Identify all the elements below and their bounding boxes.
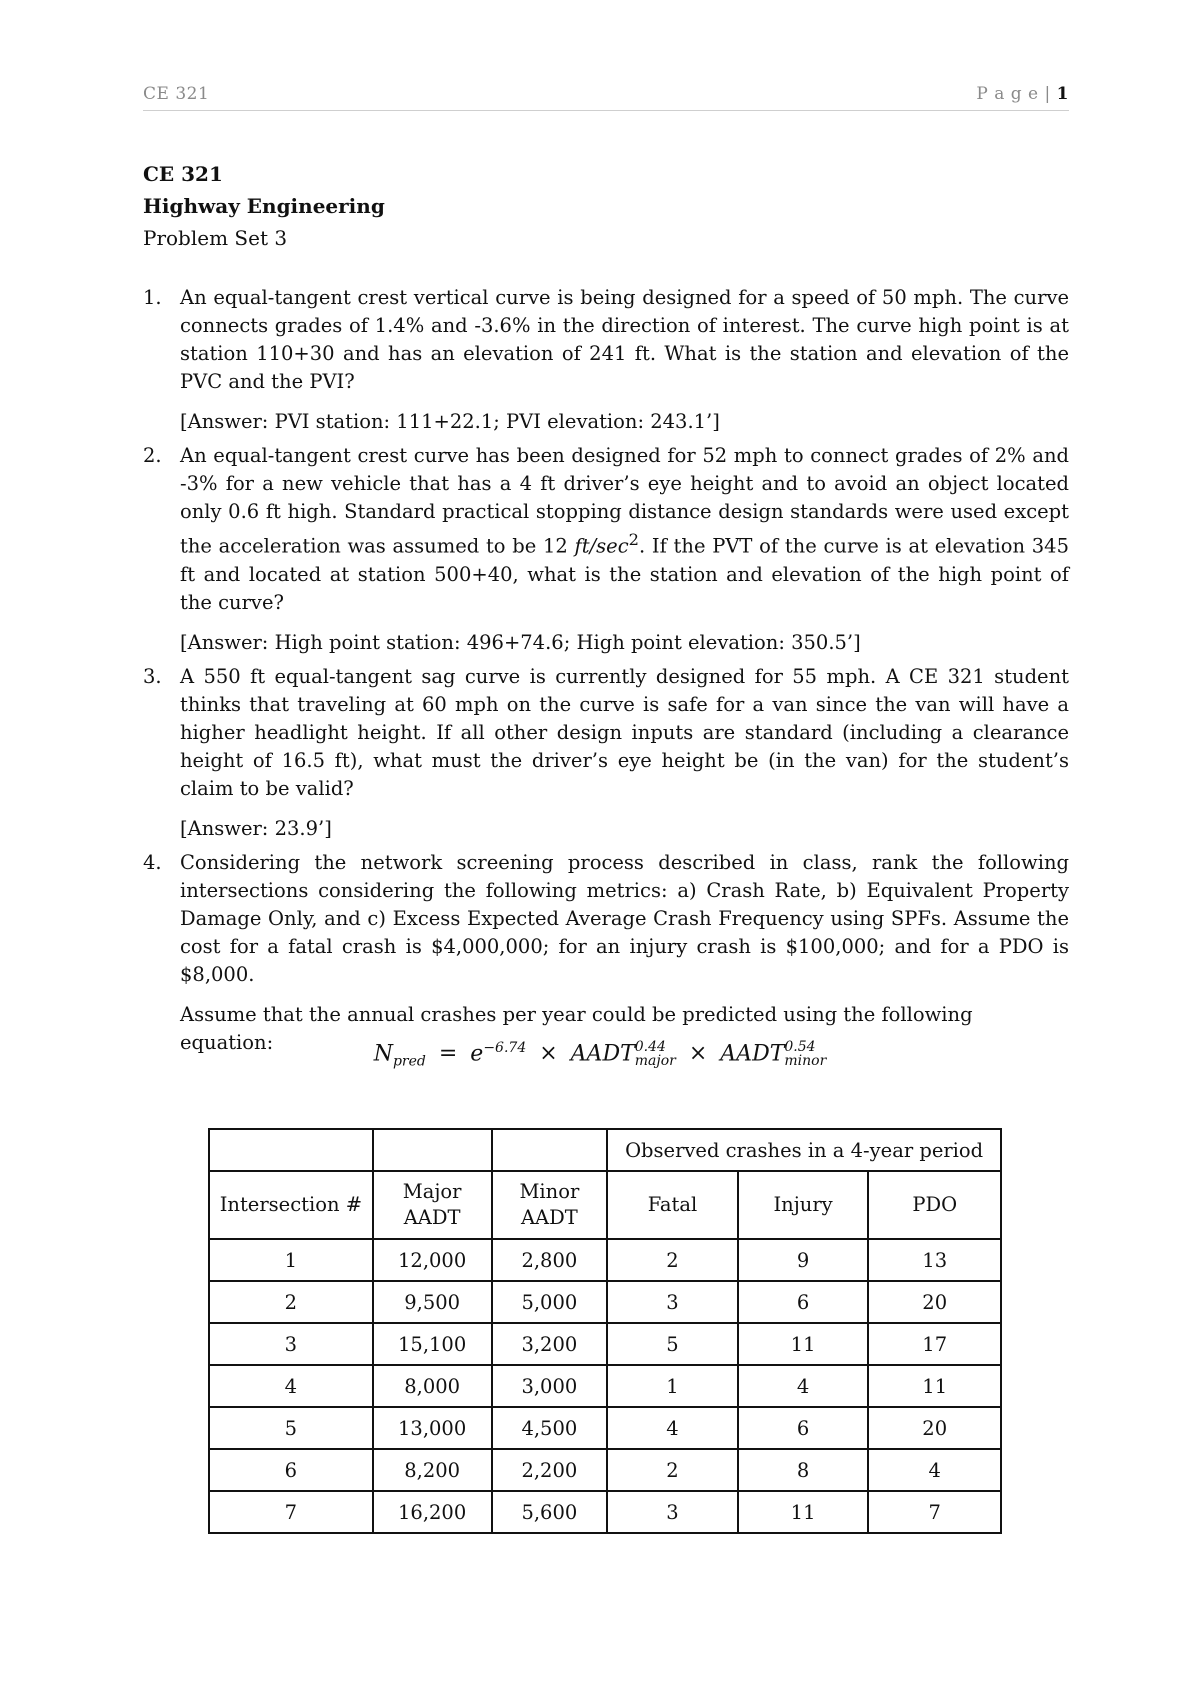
table-cell: 5,000	[492, 1281, 608, 1323]
subject-title: Highway Engineering	[143, 194, 385, 218]
table-cell: 5	[209, 1407, 373, 1449]
table-cell: 8	[738, 1449, 869, 1491]
table-cell: 4,500	[492, 1407, 608, 1449]
problem-3	[143, 663, 1069, 843]
eq-exp: −6.74	[483, 1040, 527, 1056]
table-cell: 11	[738, 1323, 869, 1365]
table-cell: 6	[738, 1281, 869, 1323]
problem-set-title: Problem Set 3	[143, 226, 288, 250]
unit: ft/sec	[574, 534, 629, 558]
problem-1	[143, 284, 1069, 436]
table-cell: 8,200	[373, 1449, 492, 1491]
problem-2	[143, 442, 1069, 657]
problem-extra-text: Assume that the annual crashes per year could be predicted using the following equation:	[180, 1002, 973, 1054]
table-cell: 11	[738, 1491, 869, 1533]
eq-term1-sub: major	[634, 1053, 676, 1070]
table-cell: 16,200	[373, 1491, 492, 1533]
table-cell: 8,000	[373, 1365, 492, 1407]
table-row	[209, 1281, 1001, 1323]
table-cell: 13,000	[373, 1407, 492, 1449]
problem-answer: [Answer: High point station: 496+74.6; High point elevation: 350.5’]	[180, 630, 861, 654]
table-cell: 6	[209, 1449, 373, 1491]
table-cell: 4	[738, 1365, 869, 1407]
problem-text	[180, 442, 1069, 617]
problem-answer: [Answer: 23.9’]	[180, 816, 332, 840]
table-row	[209, 1491, 1001, 1533]
table-cell: 17	[868, 1323, 1001, 1365]
eq-times: ×	[539, 1041, 558, 1067]
table-row	[209, 1323, 1001, 1365]
problem-number: 4.	[143, 850, 162, 874]
table-body	[209, 1239, 1001, 1533]
problem-text-part: An equal-tangent crest curve has been designed for 52 mph to connect grades of 2% and -3% for a new vehicle that has a 4 ft driver’s eye height and to avoid an object located only 0.6 ft high. Standard practical stopping distance design standards were used except the acceleration was assumed to be 12	[180, 444, 1069, 558]
col-header-major-aadt: Major AADT	[373, 1171, 492, 1239]
table-cell: 5	[607, 1323, 738, 1365]
group-header-observed-crashes: Observed crashes in a 4-year period	[607, 1129, 1001, 1171]
problem-answer: [Answer: PVI station: 111+22.1; PVI elevation: 243.1’]	[180, 410, 720, 433]
problem-list	[143, 284, 1069, 1061]
table-cell: 4	[209, 1365, 373, 1407]
crash-data-table	[208, 1128, 1002, 1534]
table-cell: 6	[738, 1407, 869, 1449]
table-cell: 20	[868, 1281, 1001, 1323]
table-cell: 2	[607, 1239, 738, 1281]
table-cell: 15,100	[373, 1323, 492, 1365]
prediction-equation	[0, 1040, 1200, 1070]
table-row	[209, 1407, 1001, 1449]
eq-times: ×	[688, 1041, 708, 1067]
table-cell: 2,800	[492, 1239, 608, 1281]
table-cell: 12,000	[373, 1239, 492, 1281]
problem-number: 3.	[143, 664, 162, 688]
table-cell: 5,600	[492, 1491, 608, 1533]
table-cell: 4	[868, 1449, 1001, 1491]
problem-text-part: . If the PVT of the curve is at elevation 345 ft and located at station 500+40, what is the station and elevation of the high point of the curve?	[180, 534, 1069, 614]
page-number: 1	[1056, 84, 1069, 104]
table-cell: 3	[607, 1281, 738, 1323]
empty-header-cell	[492, 1129, 608, 1171]
table-row	[209, 1449, 1001, 1491]
col-header-injury: Injury	[738, 1171, 869, 1239]
table-group-header-row	[209, 1129, 1001, 1171]
table-cell: 2	[209, 1281, 373, 1323]
page-header	[143, 84, 1069, 111]
table-cell: 3	[209, 1323, 373, 1365]
eq-base: e	[470, 1041, 484, 1067]
eq-term2-sup: 0.54	[784, 1039, 816, 1056]
table-cell: 2	[607, 1449, 738, 1491]
table-cell: 3,200	[492, 1323, 608, 1365]
table-cell: 11	[868, 1365, 1001, 1407]
table-cell: 7	[209, 1491, 373, 1533]
table-cell: 9,500	[373, 1281, 492, 1323]
col-header-pdo: PDO	[868, 1171, 1001, 1239]
table-cell: 7	[868, 1491, 1001, 1533]
page-label: P a g e |	[976, 84, 1051, 104]
title-block	[143, 158, 385, 254]
eq-equals: =	[438, 1041, 458, 1067]
table-cell: 9	[738, 1239, 869, 1281]
problem-text: An equal-tangent crest vertical curve is being designed for a speed of 50 mph. The curve connects grades of 1.4% and -3.6% in the direction of interest. The curve high point is at station 110+30 and has an elevation of 241 ft. What is the station and elevation of the PVC and the PVI?	[180, 286, 1069, 393]
header-course: CE 321	[143, 84, 210, 104]
table-column-header-row	[209, 1171, 1001, 1239]
problem-text: A 550 ft equal-tangent sag curve is currently designed for 55 mph. A CE 321 student thinks that traveling at 60 mph on the curve is safe for a van since the van will have a higher headlight height. If all other design inputs are standard (including a clearance height of 16.5 ft), what must the driver’s eye height be (in the van) for the student’s claim to be valid?	[180, 664, 1069, 800]
table-cell: 2,200	[492, 1449, 608, 1491]
table-cell: 3,000	[492, 1365, 608, 1407]
table-cell: 13	[868, 1239, 1001, 1281]
problem-4	[143, 849, 1069, 1057]
problem-number: 2.	[143, 444, 162, 467]
eq-lhs-sub: pred	[392, 1053, 426, 1070]
eq-term1: AADT	[570, 1041, 635, 1067]
eq-lhs: N	[373, 1041, 393, 1067]
table-row	[209, 1365, 1001, 1407]
empty-header-cell	[373, 1129, 492, 1171]
problem-text: Considering the network screening process described in class, rank the following intersections considering the following metrics: a) Crash Rate, b) Equivalent Property Damage Only, and c) Excess Expected Average Crash Frequency using SPFs. Assume the cost for a fatal crash is $4,000,000; for an injury crash is $100,000; and for a PDO is $8,000.	[180, 850, 1069, 986]
table-cell: 4	[607, 1407, 738, 1449]
table-cell: 20	[868, 1407, 1001, 1449]
problem-number: 1.	[143, 286, 162, 309]
col-header-minor-aadt: Minor AADT	[492, 1171, 608, 1239]
eq-term2-sub: minor	[784, 1053, 827, 1070]
page-number-label	[976, 84, 1069, 104]
eq-term1-sup: 0.44	[634, 1039, 666, 1056]
table-cell: 3	[607, 1491, 738, 1533]
col-header-fatal: Fatal	[607, 1171, 738, 1239]
table-cell: 1	[209, 1239, 373, 1281]
col-header-intersection: Intersection #	[209, 1171, 373, 1239]
unit-exponent: 2	[628, 530, 639, 549]
empty-header-cell	[209, 1129, 373, 1171]
table-row	[209, 1239, 1001, 1281]
course-title: CE 321	[143, 162, 223, 186]
table-cell: 1	[607, 1365, 738, 1407]
eq-term2: AADT	[720, 1041, 785, 1067]
